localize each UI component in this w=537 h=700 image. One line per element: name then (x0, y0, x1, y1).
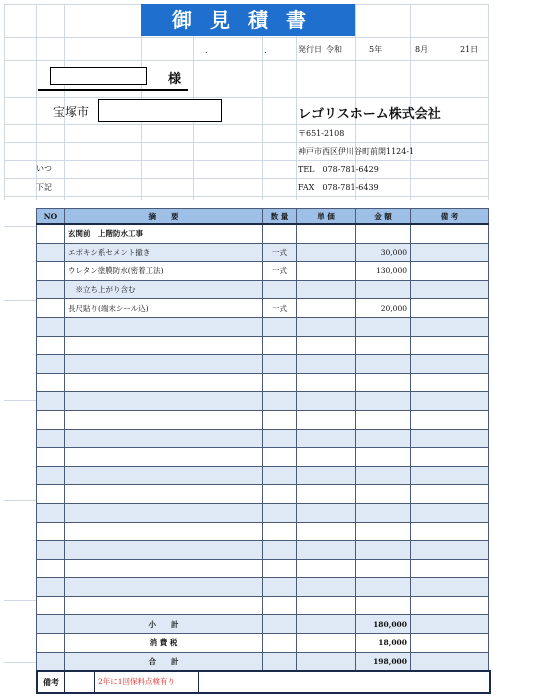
row-unit-price (297, 578, 356, 597)
row-description (65, 317, 263, 336)
row-description: 長尺貼り(端末シール込) (65, 299, 263, 318)
row-description (65, 485, 263, 504)
row-unit-price (297, 596, 356, 615)
total-row (37, 652, 489, 671)
table-row (37, 503, 489, 522)
row-remarks (411, 243, 489, 262)
col-header-quantity: 数 量 (263, 209, 297, 225)
document-title: 御見積書 (141, 4, 355, 36)
row-unit-price (297, 280, 356, 299)
row-no (37, 522, 65, 541)
customer-name-redacted (50, 67, 147, 85)
row-amount (356, 596, 411, 615)
row-no (37, 559, 65, 578)
row-quantity (263, 466, 297, 485)
row-quantity (263, 373, 297, 392)
table-row (37, 578, 489, 597)
row-remarks (411, 559, 489, 578)
table-row (37, 355, 489, 374)
customer-honorific: 様 (168, 72, 182, 87)
row-quantity (263, 317, 297, 336)
row-amount: 30,000 (356, 243, 411, 262)
row-no (37, 466, 65, 485)
table-row (37, 429, 489, 448)
subtotal-row (37, 615, 489, 634)
table-row (37, 317, 489, 336)
remarks-text: 2年に1回保料点検有り (94, 672, 199, 692)
row-unit-price (297, 317, 356, 336)
col-header-unit-price: 単 価 (297, 209, 356, 225)
row-unit-price (297, 410, 356, 429)
row-amount (356, 317, 411, 336)
row-description (65, 373, 263, 392)
row-no (37, 429, 65, 448)
table-row (37, 466, 489, 485)
row-no (37, 503, 65, 522)
issuer-company: レゴリスホーム株式会社 (298, 107, 441, 122)
row-description (65, 466, 263, 485)
table-header-row (37, 209, 489, 225)
row-description (65, 448, 263, 467)
row-remarks (411, 485, 489, 504)
row-no (37, 243, 65, 262)
row-amount: 20,000 (356, 299, 411, 318)
row-unit-price (297, 224, 356, 243)
row-no (37, 578, 65, 597)
table-row (37, 262, 489, 281)
row-no (37, 392, 65, 411)
table-row (37, 485, 489, 504)
row-amount: 130,000 (356, 262, 411, 281)
row-remarks (411, 262, 489, 281)
row-no (37, 410, 65, 429)
row-remarks (411, 503, 489, 522)
row-no (37, 355, 65, 374)
row-unit-price (297, 373, 356, 392)
row-amount (356, 485, 411, 504)
row-remarks (411, 541, 489, 560)
row-quantity (263, 559, 297, 578)
table-row (37, 280, 489, 299)
row-remarks (411, 336, 489, 355)
row-amount (356, 541, 411, 560)
row-amount (356, 503, 411, 522)
customer-address-redacted (98, 99, 222, 122)
col-header-remarks: 備 考 (411, 209, 489, 225)
table-row (37, 596, 489, 615)
row-description: 玄関前 上階防水工事 (65, 224, 263, 243)
row-unit-price (297, 243, 356, 262)
row-remarks (411, 280, 489, 299)
row-quantity (263, 485, 297, 504)
row-amount (356, 355, 411, 374)
row-unit-price (297, 262, 356, 281)
row-quantity (263, 429, 297, 448)
table-row (37, 522, 489, 541)
row-no (37, 224, 65, 243)
tax-value: 18,000 (356, 634, 411, 653)
table-row (37, 224, 489, 243)
row-remarks (411, 299, 489, 318)
row-remarks (411, 392, 489, 411)
row-remarks (411, 596, 489, 615)
issuer-fax: FAX 078-781-6439 (298, 183, 379, 192)
row-description (65, 429, 263, 448)
col-header-amount: 金 額 (356, 209, 411, 225)
col-header-description: 摘 要 (65, 209, 263, 225)
row-remarks (411, 355, 489, 374)
issue-date-label: 発行日 (298, 45, 322, 54)
row-quantity: 一式 (263, 299, 297, 318)
row-quantity (263, 355, 297, 374)
row-no (37, 541, 65, 560)
row-amount (356, 578, 411, 597)
row-remarks (411, 317, 489, 336)
row-description (65, 559, 263, 578)
row-description (65, 355, 263, 374)
table-row (37, 559, 489, 578)
row-description (65, 578, 263, 597)
issue-year: 5年 (369, 45, 383, 54)
customer-address-prefix: 宝塚市 (53, 105, 90, 119)
row-quantity (263, 410, 297, 429)
row-unit-price (297, 485, 356, 504)
row-amount (356, 280, 411, 299)
row-amount (356, 448, 411, 467)
row-description (65, 336, 263, 355)
row-description: ※立ち上がり含む (65, 280, 263, 299)
row-quantity (263, 448, 297, 467)
table-row (37, 299, 489, 318)
row-description (65, 541, 263, 560)
row-no (37, 485, 65, 504)
customer-underline (38, 89, 188, 91)
row-amount (356, 429, 411, 448)
row-unit-price (297, 522, 356, 541)
subtotal-value: 180,000 (356, 615, 411, 634)
row-remarks (411, 410, 489, 429)
row-description (65, 596, 263, 615)
row-description (65, 522, 263, 541)
row-amount (356, 522, 411, 541)
remarks-label: 備考 (38, 672, 65, 692)
left-note-2: 下記 (36, 183, 52, 192)
row-quantity: 一式 (263, 243, 297, 262)
tax-label: 消 費 税 (65, 634, 263, 653)
issue-month: 8月 (415, 45, 429, 54)
row-no (37, 299, 65, 318)
row-amount (356, 466, 411, 485)
table-row (37, 410, 489, 429)
row-unit-price (297, 559, 356, 578)
row-quantity (263, 522, 297, 541)
table-row (37, 541, 489, 560)
issue-era: 令和 (326, 45, 342, 54)
row-quantity (263, 596, 297, 615)
table-row (37, 448, 489, 467)
issue-day: 21日 (460, 45, 479, 54)
row-unit-price (297, 448, 356, 467)
row-amount (356, 224, 411, 243)
issuer-postal: 〒651-2108 (298, 129, 345, 138)
row-remarks (411, 448, 489, 467)
row-quantity (263, 224, 297, 243)
row-unit-price (297, 541, 356, 560)
row-description: ウレタン塗膜防水(密着工法) (65, 262, 263, 281)
row-quantity (263, 503, 297, 522)
estimate-table (36, 208, 489, 671)
remarks-box (36, 670, 491, 694)
row-amount (356, 336, 411, 355)
issuer-address: 神戸市西区伊川谷町前開1124-1 (298, 147, 415, 156)
row-amount (356, 410, 411, 429)
row-amount (356, 373, 411, 392)
row-no (37, 280, 65, 299)
row-unit-price (297, 429, 356, 448)
table-row (37, 373, 489, 392)
row-quantity (263, 336, 297, 355)
row-unit-price (297, 336, 356, 355)
col-header-no: NO (37, 209, 65, 225)
tax-row (37, 634, 489, 653)
row-quantity (263, 578, 297, 597)
row-description (65, 503, 263, 522)
row-quantity (263, 392, 297, 411)
left-note-1: いつ (36, 164, 52, 173)
table-row (37, 243, 489, 262)
date-dot-1: . (205, 46, 208, 55)
row-amount (356, 392, 411, 411)
row-no (37, 373, 65, 392)
row-unit-price (297, 355, 356, 374)
subtotal-label: 小 計 (65, 615, 263, 634)
row-remarks (411, 578, 489, 597)
date-dot-2: . (264, 46, 267, 55)
row-remarks (411, 522, 489, 541)
row-no (37, 596, 65, 615)
total-label: 合 計 (65, 652, 263, 671)
row-remarks (411, 429, 489, 448)
row-quantity (263, 541, 297, 560)
row-no (37, 262, 65, 281)
row-remarks (411, 224, 489, 243)
row-unit-price (297, 392, 356, 411)
row-quantity (263, 280, 297, 299)
row-quantity: 一式 (263, 262, 297, 281)
row-unit-price (297, 299, 356, 318)
row-no (37, 448, 65, 467)
table-row (37, 336, 489, 355)
table-row (37, 392, 489, 411)
issuer-tel: TEL 078-781-6429 (298, 165, 379, 174)
row-remarks (411, 373, 489, 392)
row-unit-price (297, 466, 356, 485)
row-amount (356, 559, 411, 578)
row-description (65, 410, 263, 429)
row-description: エポキシ系セメント撤き (65, 243, 263, 262)
row-no (37, 317, 65, 336)
row-description (65, 392, 263, 411)
row-unit-price (297, 503, 356, 522)
row-remarks (411, 466, 489, 485)
total-value: 198,000 (356, 652, 411, 671)
row-no (37, 336, 65, 355)
